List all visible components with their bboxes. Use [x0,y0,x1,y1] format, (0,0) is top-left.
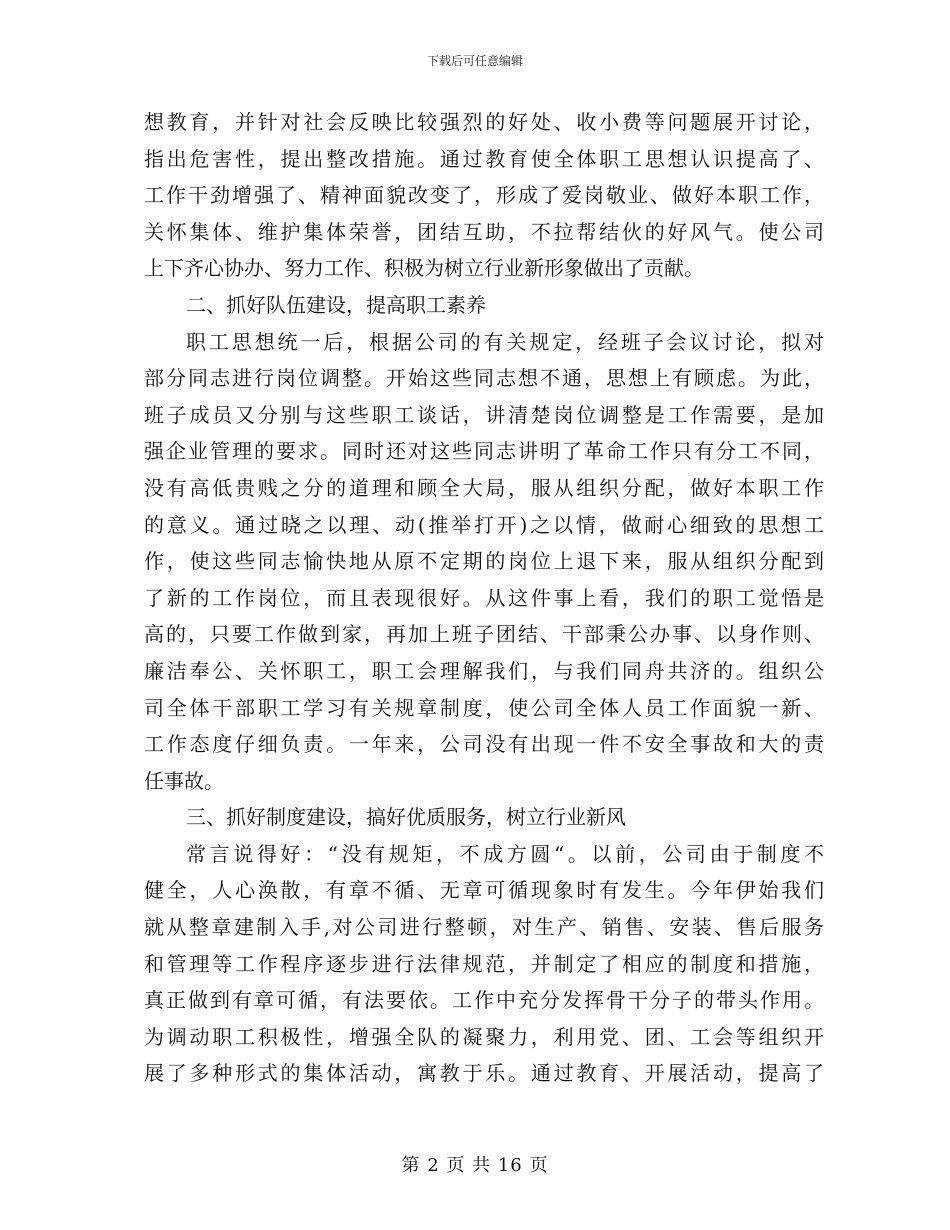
page-number-footer: 第 2 页 共 16 页 [401,1155,549,1176]
body-line: 想教育，并针对社会反映比较强烈的好处、收小费等问题展开讨论， [144,110,824,134]
body-line: 就从整章建制入手,对公司进行整顿，对生产、销售、安装、售后服务 [144,915,824,940]
body-line: 高的，只要工作做到家，再加上班子团结、干部秉公办事、以身作则、 [144,622,824,647]
document-body [144,104,824,1092]
section-heading: 三、抓好制度建设，搞好优质服务，树立行业新风 [186,805,626,830]
body-line: 常言说得好：“没有规矩，不成方圆“。以前，公司由于制度不 [186,841,824,866]
body-line: 部分同志进行岗位调整。开始这些同志想不通，思想上有顾虑。为此， [144,366,824,391]
body-line: 了新的工作岗位，而且表现很好。从这件事上看，我们的职工觉悟是 [144,585,824,610]
body-line: 强企业管理的要求。同时还对这些同志讲明了革命工作只有分工不同， [144,439,824,464]
body-line: 真正做到有章可循，有法要依。工作中充分发挥骨干分子的带头作用。 [144,988,824,1013]
body-line: 为调动职工积极性，增强全队的凝聚力，利用党、团、工会等组织开 [144,1024,824,1049]
body-line: 职工思想统一后，根据公司的有关规定，经班子会议讨论，拟对 [186,329,824,354]
body-line: 展了多种形式的集体活动，寓教于乐。通过教育、开展活动，提高了 [144,1061,824,1086]
body-line: 健全，人心涣散，有章不循、无章可循现象时有发生。今年伊始我们 [144,878,824,903]
body-line: 和管理等工作程序逐步进行法律规范，并制定了相应的制度和措施， [144,951,824,976]
body-line: 司全体干部职工学习有关规章制度，使公司全体人员工作面貌一新、 [144,695,824,720]
body-line: 工作态度仔细负责。一年来，公司没有出现一件不安全事故和大的责 [144,732,824,757]
body-line: 工作干劲增强了、精神面貌改变了，形成了爱岗敬业、做好本职工作， [144,183,824,208]
body-line: 关怀集体、维护集体荣誉，团结互助，不拉帮结伙的好风气。使公司 [144,219,824,244]
body-line: 没有高低贵贱之分的道理和顾全大局，服从组织分配，做好本职工作 [144,475,824,500]
body-line: 班子成员又分别与这些职工谈话，讲清楚岗位调整是工作需要，是加 [144,402,824,427]
body-line: 廉洁奉公、关怀职工，职工会理解我们，与我们同舟共济的。组织公 [144,658,824,683]
body-line: 作，使这些同志愉快地从原不定期的岗位上退下来，服从组织分配到 [144,549,824,574]
body-line: 任事故。 [144,768,224,793]
body-line: 的意义。通过晓之以理、动(推举打开)之以情，做耐心细致的思想工 [144,512,824,537]
section-heading: 二、抓好队伍建设，提高职工素养 [186,292,486,317]
page-header: 下载后可任意编辑 [426,54,523,68]
body-line: 指出危害性，提出整改措施。通过教育使全体职工思想认识提高了、 [144,146,824,171]
body-line: 上下齐心协办、努力工作、积极为树立行业新形象做出了贡献。 [144,256,704,281]
